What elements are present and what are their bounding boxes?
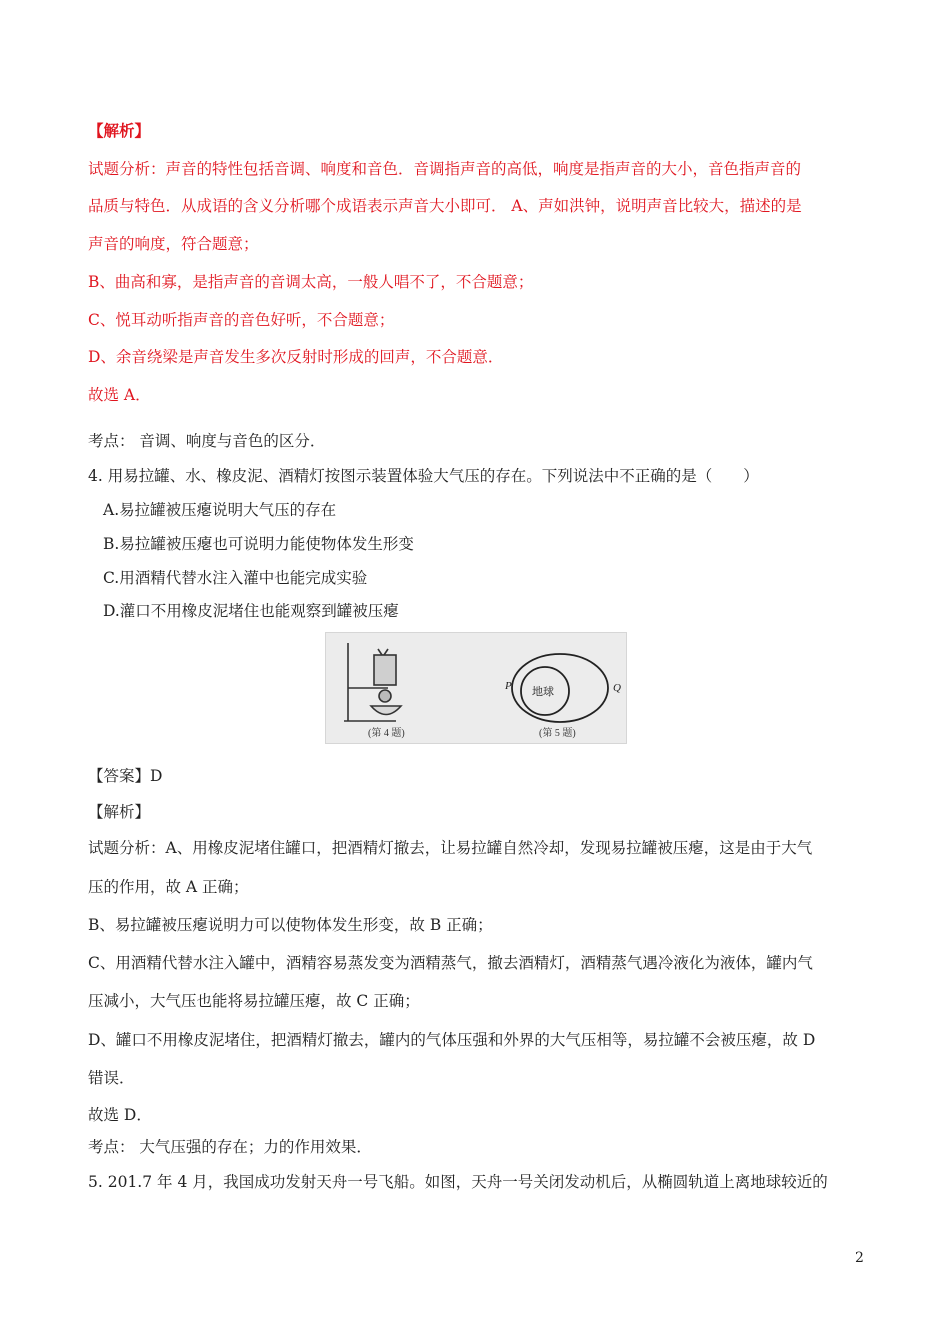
point-q-label: Q	[613, 682, 621, 694]
analysis-line: D、余音绕梁是声音发生多次反射时形成的回声，不合题意．	[88, 348, 504, 366]
orbit-drawing	[512, 654, 608, 722]
option-d: D.灌口不用橡皮泥堵住也能观察到罐被压瘪	[103, 602, 399, 620]
answer-line: 【答案】D	[88, 767, 163, 785]
point-p-label: P	[505, 680, 512, 692]
question-stem: 5. 201.7 年 4 月，我国成功发射天舟一号飞船。如图，天舟一号关闭发动机后，从椭圆轨道上离地球较近的	[88, 1173, 828, 1191]
figure-drawing	[326, 633, 626, 743]
jiexi-heading: 【解析】	[88, 121, 151, 140]
analysis-line: 声音的响度，符合题意；	[88, 235, 259, 253]
analysis-line: B、曲高和寡，是指声音的音调太高，一般人唱不了，不合题意；	[88, 273, 534, 291]
analysis-line: D、罐口不用橡皮泥堵住，把酒精灯撤去，罐内的气体压强和外界的大气压相等，易拉罐不会被压瘪，故 D	[88, 1031, 816, 1049]
can-apparatus-drawing	[344, 643, 401, 721]
analysis-line: 品质与特色．从成语的含义分析哪个成语表示声音大小即可． A、声如洪钟，说明声音比较大，描述的是	[88, 197, 802, 215]
conclusion-line: 故选 A．	[88, 386, 151, 404]
page-number: 2	[855, 1250, 864, 1266]
analysis-line: 错误．	[88, 1069, 135, 1087]
figure-caption-left: (第 4 题)	[368, 728, 405, 739]
kaodian-line: 考点： 大气压强的存在；力的作用效果．	[88, 1138, 372, 1156]
kaodian-line: 考点： 音调、响度与音色的区分．	[88, 432, 326, 450]
question-figure	[325, 632, 627, 744]
analysis-line: 压减小，大气压也能将易拉罐压瘪，故 C 正确；	[88, 992, 420, 1010]
earth-label: 地球	[532, 685, 554, 698]
analysis-line: C、悦耳动听指声音的音色好听，不合题意；	[88, 311, 395, 329]
option-c: C.用酒精代替水注入灌中也能完成实验	[103, 569, 368, 587]
jiexi-heading: 【解析】	[88, 803, 151, 821]
figure-caption-right: (第 5 题)	[539, 728, 576, 739]
analysis-line: 试题分析：声音的特性包括音调、响度和音色．音调指声音的高低，响度是指声音的大小，音色指声音的	[88, 160, 802, 178]
option-a: A.易拉罐被压瘪说明大气压的存在	[103, 501, 337, 519]
option-b: B.易拉罐被压瘪也可说明力能使物体发生形变	[103, 535, 414, 553]
analysis-line: 试题分析：A、用橡皮泥堵住罐口，把酒精灯撤去，让易拉罐自然冷却，发现易拉罐被压瘪，这是由于大气	[88, 839, 813, 857]
question-stem: 4. 用易拉罐、水、橡皮泥、酒精灯按图示装置体验大气压的存在。下列说法中不正确的是（ ）	[88, 467, 759, 485]
analysis-line: C、用酒精代替水注入罐中，酒精容易蒸发变为酒精蒸气，撤去酒精灯，酒精蒸气遇冷液化为液体，罐内气	[88, 954, 813, 972]
analysis-line: B、易拉罐被压瘪说明力可以使物体发生形变，故 B 正确；	[88, 916, 493, 934]
analysis-line: 压的作用，故 A 正确；	[88, 878, 249, 896]
conclusion-line: 故选 D．	[88, 1106, 152, 1124]
